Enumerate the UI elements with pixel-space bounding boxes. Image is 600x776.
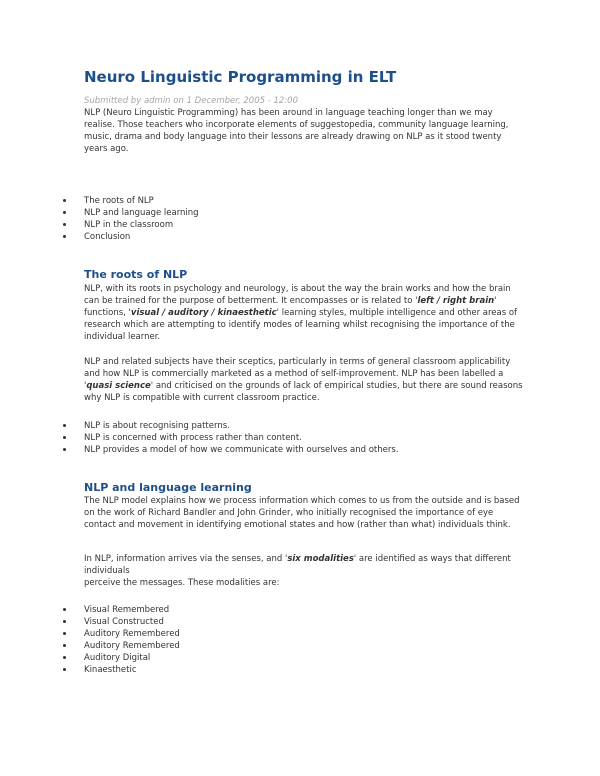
toc-item: NLP and language learning <box>63 207 199 219</box>
list-item: Auditory Remembered <box>63 640 180 652</box>
learning-paragraph-2: In NLP, information arrives via the senses, and 'six modalities' are identified as ways that different individuals perceive the messages. These modalities are: <box>84 554 511 588</box>
section-heading-roots: The roots of NLP <box>84 268 188 281</box>
emphasis-learning-styles: visual / auditory / kinaesthetic <box>130 308 277 318</box>
list-item: Auditory Digital <box>63 652 180 664</box>
emphasis-quasi-science: quasi science <box>86 381 151 391</box>
table-of-contents <box>63 195 199 243</box>
list-item: NLP provides a model of how we communicate with ourselves and others. <box>63 444 398 456</box>
emphasis-six-modalities: six modalities <box>287 554 354 564</box>
list-item: Visual Constructed <box>63 616 180 628</box>
roots-bullet-list <box>63 420 398 456</box>
list-item: Visual Remembered <box>63 604 180 616</box>
list-item: Kinaesthetic <box>63 664 180 676</box>
toc-item: The roots of NLP <box>63 195 199 207</box>
list-item: NLP is about recognising patterns. <box>63 420 398 432</box>
roots-paragraph-1: NLP, with its roots in psychology and neurology, is about the way the brain works and how the brain can be trained for the purpose of betterment. It encompasses or is related to 'left / right brain' functions, 'visual / auditory / kinaesthetic' learning styles, multiple intelligence and other areas of research which are attempting to identify modes of learning whilst recognising the importance of the individual learner. <box>84 284 518 342</box>
emphasis-left-right-brain: left / right brain <box>417 296 495 306</box>
intro-paragraph: NLP (Neuro Linguistic Programming) has been around in language teaching longer than we may realise. Those teachers who incorporate elements of suggestopedia, community language learning, music, drama and body language into their lessons are already drawing on NLP as it stood twenty years ago. <box>84 108 509 154</box>
toc-item: Conclusion <box>63 231 199 243</box>
toc-item: NLP in the classroom <box>63 219 199 231</box>
modalities-list <box>63 604 180 676</box>
list-item: NLP is concerned with process rather than content. <box>63 432 398 444</box>
section-heading-learning: NLP and language learning <box>84 481 252 494</box>
page-title: Neuro Linguistic Programming in ELT <box>84 68 397 86</box>
roots-paragraph-2: NLP and related subjects have their sceptics, particularly in terms of general classroom applicability and how NLP is commercially marketed as a method of self-improvement. NLP has been labelled a 'quasi science' and criticised on the grounds of lack of empirical studies, but there are sound reasons why NLP is compatible with current classroom practice. <box>84 357 523 403</box>
submitted-meta: Submitted by admin on 1 December, 2005 - 12:00 <box>84 96 298 106</box>
list-item: Auditory Remembered <box>63 628 180 640</box>
learning-paragraph-1: The NLP model explains how we process information which comes to us from the outside and is based on the work of Richard Bandler and John Grinder, who initially recognised the importance of eye contact and movement in identifying emotional states and how (rather than what) individuals think. <box>84 496 520 530</box>
